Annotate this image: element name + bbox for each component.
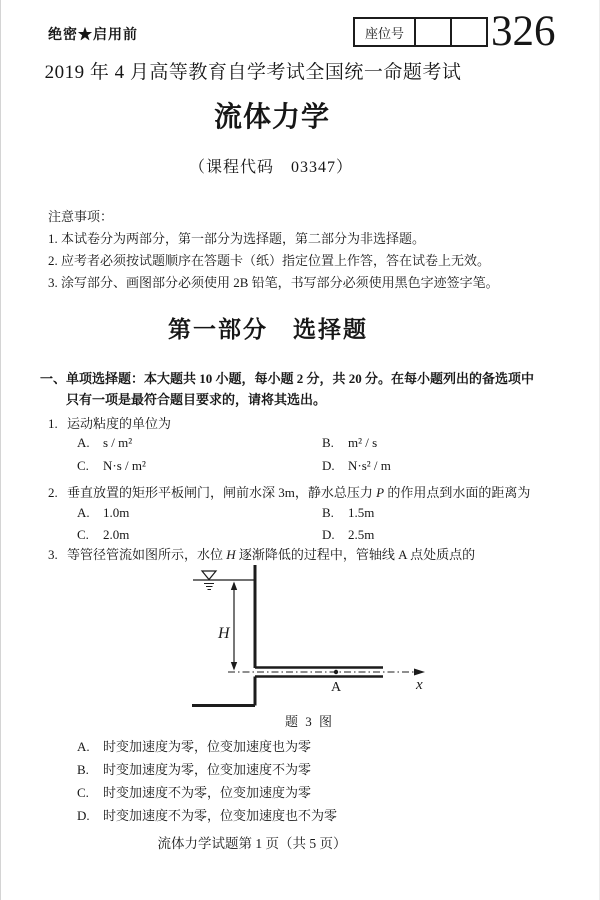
section-instructions-line2: 只有一项是最符合题目要求的，请将其选出。: [66, 392, 327, 407]
option-label: D.: [322, 458, 335, 473]
section-instructions-line1: 一、单项选择题：本大题共 10 小题，每小题 2 分，共 20 分。在每小题列出的备选项中: [40, 371, 535, 386]
page-footer: 流体力学试题第 1 页（共 5 页）: [157, 836, 347, 851]
option-label: A.: [77, 435, 90, 450]
question-1-option-a: [77, 435, 132, 451]
question-2-stem: [48, 482, 530, 501]
option-label: C.: [77, 527, 89, 542]
seat-number-cell-1: [414, 19, 450, 45]
option-text: 时变加速度不为零，位变加速度也不为零: [103, 808, 338, 823]
question-3-figure: [180, 558, 440, 714]
option-label: B.: [322, 435, 334, 450]
question-1-option-c: [77, 458, 146, 474]
water-surface-icon: [202, 571, 216, 580]
option-label: A.: [77, 739, 90, 754]
subject-title: 流体力学: [213, 102, 330, 133]
option-text: 2.5m: [348, 527, 375, 542]
part1-heading: 第一部分 选择题: [168, 317, 368, 342]
option-text: 1.5m: [348, 505, 375, 520]
course-code: （课程代码 03347）: [188, 159, 353, 176]
option-text: 时变加速度为零，位变加速度不为零: [103, 762, 312, 777]
figure-label-a: A: [331, 680, 342, 695]
option-text: s / m²: [103, 435, 133, 450]
question-2-option-a: [77, 505, 129, 521]
note-item: 2. 应考者必须按试题顺序在答题卡（纸）指定位置上作答，答在试卷上无效。: [48, 253, 491, 268]
x-axis-arrowhead-icon: [414, 669, 425, 676]
question-text: 运动粘度的单位为: [67, 416, 172, 431]
option-label: D.: [322, 527, 335, 542]
option-label: C.: [77, 458, 89, 473]
arrowhead-down-icon: [231, 662, 237, 671]
question-number: 2.: [48, 485, 58, 500]
option-label: B.: [322, 505, 334, 520]
question-text: 逐渐降低的过程中，管轴线 A 点处质点的: [235, 547, 476, 562]
question-text: 等管径管流如图所示，水位: [67, 547, 227, 562]
seat-number-cell-2: [450, 19, 486, 45]
seat-number-box: [353, 17, 488, 47]
figure-label-x: x: [416, 677, 423, 693]
question-3-option-c: [77, 782, 311, 801]
question-2-option-c: [77, 527, 129, 543]
figure-label-h: H: [218, 625, 230, 642]
question-2-option-b: [322, 505, 374, 521]
question-number: 1.: [48, 416, 58, 431]
option-text: N·s² / m: [348, 458, 391, 473]
option-text: N·s / m²: [103, 458, 146, 473]
option-label: B.: [77, 762, 89, 777]
option-text: 时变加速度不为零，位变加速度为零: [103, 785, 312, 800]
question-text: 垂直放置的矩形平板闸门，闸前水深 3m，静水总压力: [67, 485, 377, 500]
question-number: 3.: [48, 547, 58, 562]
figure-caption: 题 3 图: [285, 714, 335, 729]
classification-label: 绝密★启用前: [48, 28, 138, 43]
question-2-option-d: [322, 527, 374, 543]
option-label: C.: [77, 785, 89, 800]
variable-h: H: [226, 547, 236, 562]
question-3-option-d: [77, 805, 337, 824]
exam-title: 2019 年 4 月高等教育自学考试全国统一命题考试: [44, 62, 462, 83]
question-3-option-b: [77, 759, 311, 778]
option-text: 2.0m: [103, 527, 130, 542]
option-text: 时变加速度为零，位变加速度也为零: [103, 739, 312, 754]
arrowhead-up-icon: [231, 582, 237, 591]
note-item: 1. 本试卷分为两部分，第一部分为选择题，第二部分为非选择题。: [48, 231, 426, 246]
seat-number-label: 座位号: [364, 25, 404, 41]
paper-number: 326: [491, 8, 556, 55]
question-1-option-b: [322, 435, 377, 451]
note-item: 3. 涂写部分、画图部分必须使用 2B 铅笔，书写部分必须使用黑色字迹签字笔。: [48, 275, 499, 290]
variable-p: P: [376, 485, 385, 500]
option-label: D.: [77, 808, 90, 823]
question-text: 的作用点到水面的距离为: [384, 485, 531, 500]
question-1-option-d: [322, 458, 391, 474]
point-a-dot: [334, 670, 338, 674]
question-1-stem: [48, 413, 171, 432]
option-text: 1.0m: [103, 505, 130, 520]
question-3-option-a: [77, 736, 311, 755]
notes-heading: 注意事项：: [48, 209, 114, 224]
option-label: A.: [77, 505, 90, 520]
option-text: m² / s: [348, 435, 378, 450]
